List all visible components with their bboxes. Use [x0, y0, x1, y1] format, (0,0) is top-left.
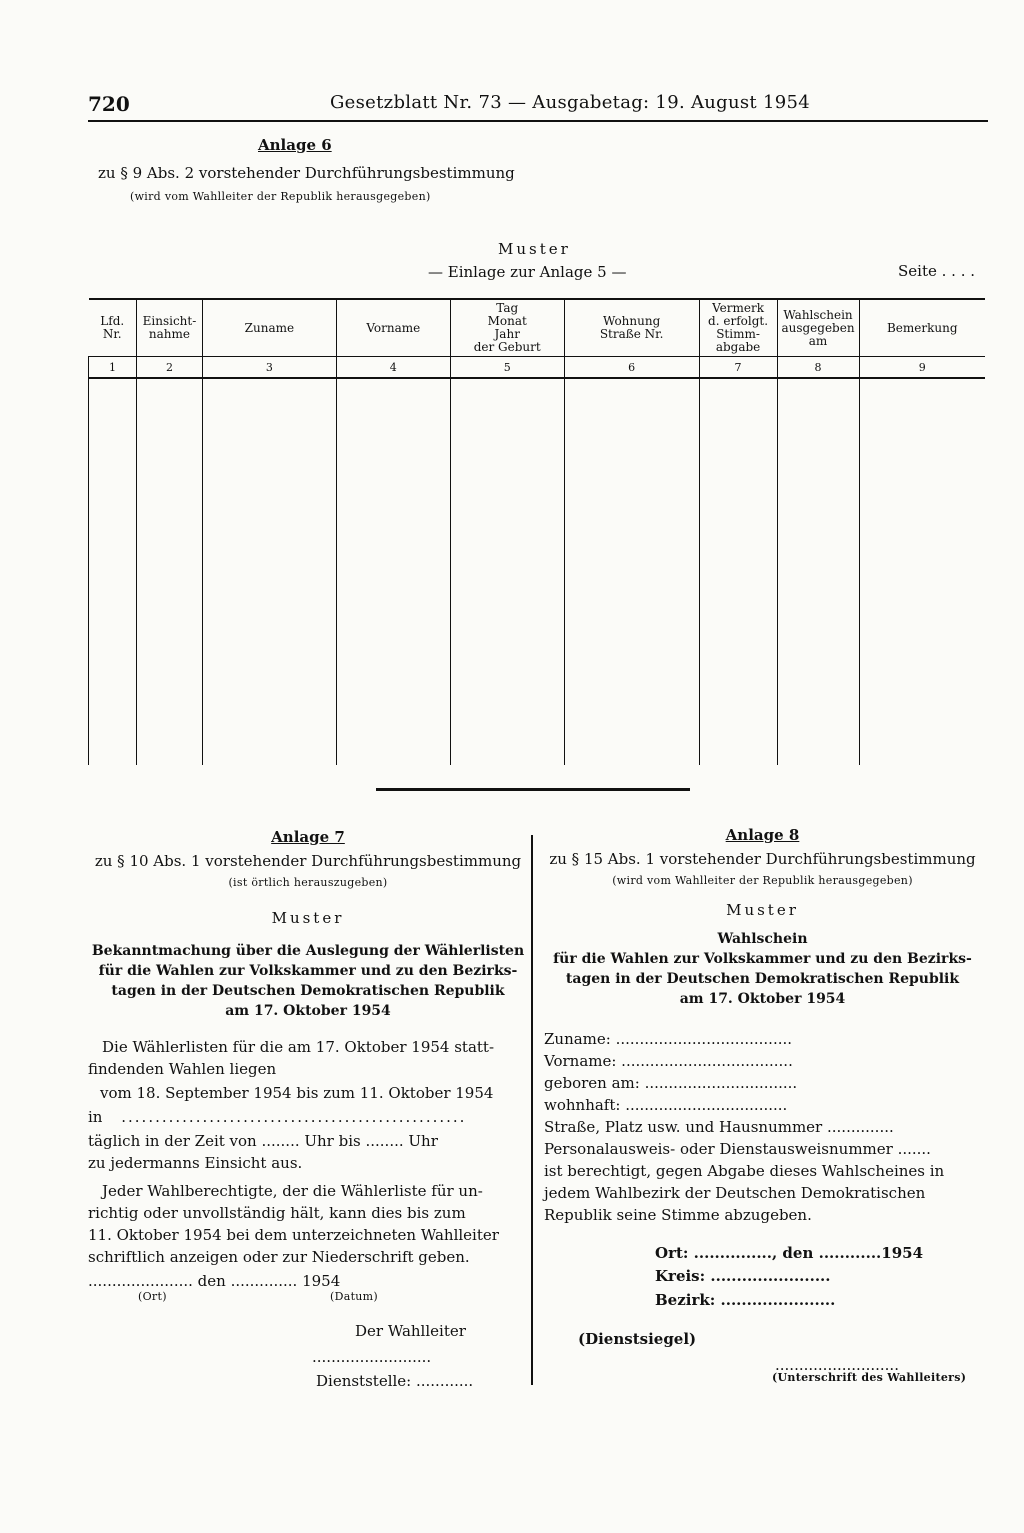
column-header-6 [564, 299, 699, 357]
anlage8-note: (wird vom Wahlleiter der Republik herausgegeben) [612, 874, 913, 887]
column-header-line: Straße Nr. [599, 327, 664, 341]
column-header-line: Zuname [244, 320, 295, 335]
column-header-line: Jahr [494, 327, 520, 341]
column-number-1: 1 [89, 357, 137, 379]
anlage7-period: vom 18. September 1954 bis zum 11. Oktober 1954 [100, 1084, 494, 1102]
field-zuname: Zuname: ..................................... [544, 1030, 793, 1048]
anlage8-title: Anlage 8 [725, 826, 800, 844]
page-number: 720 [88, 92, 130, 116]
column-header-line: Vorname [366, 320, 421, 335]
voter-list-table [88, 298, 985, 765]
anlage6-muster: Muster [498, 240, 571, 258]
table-header-row [89, 299, 986, 357]
table-empty-body [89, 378, 986, 765]
field-geboren: geboren am: ................................ [544, 1074, 798, 1092]
column-header-line: Wahlschein [783, 307, 853, 322]
table-number-row [89, 357, 986, 379]
column-header-9 [859, 299, 985, 357]
anlage8-kreis: Kreis: ....................... [655, 1267, 831, 1285]
column-header-3 [202, 299, 336, 357]
anlage6-note: (wird vom Wahlleiter der Republik herausgegeben) [130, 190, 431, 203]
column-header-line: Monat [487, 314, 527, 328]
column-number-6: 6 [564, 357, 699, 379]
empty-cell [202, 378, 336, 765]
gazette-title: Gesetzblatt Nr. 73 — Ausgabetag: 19. August 1954 [330, 92, 810, 113]
column-header-line: der Geburt [473, 340, 541, 354]
empty-cell [450, 378, 564, 765]
anlage7-date-line: ...................... den .............. 1954 [88, 1272, 341, 1290]
column-header-line: d. erfolgt. [708, 314, 769, 328]
anlage7-dienststelle: Dienststelle: ............ [316, 1372, 474, 1390]
anlage6-subtitle: zu § 9 Abs. 2 vorstehender Durchführungsbestimmung [98, 164, 515, 182]
anlage8-ort: Ort: ..............., den ............1954 [655, 1244, 924, 1262]
anlage7-title: Anlage 7 [271, 828, 345, 846]
anlage8-signature-line: .......................... [775, 1356, 899, 1374]
column-header-7 [699, 299, 777, 357]
anlage7-ort-label: (Ort) [138, 1290, 167, 1303]
empty-cell [859, 378, 985, 765]
column-header-line: abgabe [715, 340, 761, 354]
anlage8-form-fields: Zuname: ..................................... Vorname: .................................... geboren am: ................................ wohnhaft: .................................. Straße, Platz usw. und Hausnummer .............. Personalausweis- oder Dienstausweisnummer ....... ist berechtigt, gegen Abgabe dieses Wahlscheines in jedem Wahlbezirk der Deutschen Demokratischen Republik seine Stimme abzugeben. [544, 1028, 984, 1226]
section-divider [376, 788, 690, 791]
empty-cell [777, 378, 859, 765]
column-number-3: 3 [202, 357, 336, 379]
column-number-4: 4 [336, 357, 450, 379]
anlage8-dienstsiegel: (Dienstsiegel) [578, 1330, 697, 1348]
anlage7-heading: Bekanntmachung über die Auslegung der Wählerlisten für die Wahlen zur Volkskammer und zu den Bezirks- tagen in der Deutschen Demokratischen Republik am 17. Oktober 1954 [91, 943, 525, 1019]
column-number-8: 8 [777, 357, 859, 379]
field-vorname: Vorname: .................................... [544, 1052, 793, 1070]
field-strasse: Straße, Platz usw. und Hausnummer .............. [544, 1118, 894, 1136]
empty-cell [136, 378, 202, 765]
header-rule [88, 120, 988, 122]
empty-cell [89, 378, 137, 765]
anlage7-datum-label: (Datum) [330, 1290, 378, 1303]
empty-cell [699, 378, 777, 765]
column-header-line: Tag [496, 301, 519, 315]
column-header-8 [777, 299, 859, 357]
anlage7-body: Die Wählerlisten für die am 17. Oktober 1954 statt- findenden Wahlen liegen vom 18. September 1954 bis zum 11. Oktober 1954 in ................................................... täglich in der Zeit von ........ Uhr bis ........ Uhr zu jedermanns Einsicht aus. Jeder Wahlberechtigte, der die Wählerliste für un- richtig oder unvollständig hält, kann dies bis zum 11. Oktober 1954 bei dem unterzeichneten Wahlleiter schriftlich anzeigen oder zur Niederschrift geben. [88, 1036, 518, 1268]
column-header-4 [336, 299, 450, 357]
column-header-line: Stimm- [716, 327, 760, 341]
column-header-line: Bemerkung [886, 320, 958, 335]
anlage6-einlage: — Einlage zur Anlage 5 — [428, 263, 627, 281]
column-number-9: 9 [859, 357, 985, 379]
column-header-line: nahme [148, 327, 190, 341]
column-divider [531, 835, 533, 1385]
field-wohnhaft: wohnhaft: .................................. [544, 1096, 788, 1114]
empty-cell [336, 378, 450, 765]
anlage8-muster: Muster [726, 901, 799, 919]
column-number-5: 5 [450, 357, 564, 379]
anlage8-unterschrift: (Unterschrift des Wahlleiters) [772, 1371, 967, 1384]
column-header-line: Nr. [102, 327, 122, 341]
anlage7-signature-line: ......................... [312, 1348, 432, 1366]
anlage7-muster: Muster [271, 909, 345, 927]
field-ausweis: Personalausweis- oder Dienstausweisnummer ....... [544, 1140, 931, 1158]
column-header-5 [450, 299, 564, 357]
anlage8-heading: Wahlschein für die Wahlen zur Volkskammer und zu den Bezirks- tagen in der Deutschen Demokratischen Republik am 17. Oktober 1954 [553, 931, 972, 1007]
column-header-line: Wohnung [602, 314, 661, 328]
column-header-line: Einsicht- [142, 314, 197, 328]
column-number-2: 2 [136, 357, 202, 379]
column-header-line: Vermerk [712, 301, 764, 315]
column-number-7: 7 [699, 357, 777, 379]
anlage7-wahlleiter: Der Wahlleiter [355, 1322, 466, 1340]
column-header-2 [136, 299, 202, 357]
anlage7-note: (ist örtlich herauszugeben) [228, 876, 388, 889]
column-header-line: ausgegeben [781, 320, 855, 335]
anlage7-subtitle: zu § 10 Abs. 1 vorstehender Durchführungsbestimmung [94, 852, 522, 870]
anlage8-bezirk: Bezirk: ...................... [655, 1291, 836, 1309]
anlage6-title: Anlage 6 [258, 136, 332, 154]
empty-cell [564, 378, 699, 765]
anlage8-subtitle: zu § 15 Abs. 1 vorstehender Durchführungsbestimmung [549, 850, 976, 868]
column-header-line: Lfd. [100, 314, 125, 328]
anlage6-seite: Seite . . . . [898, 262, 975, 280]
column-header-1 [89, 299, 137, 357]
column-header-line: am [808, 333, 828, 348]
